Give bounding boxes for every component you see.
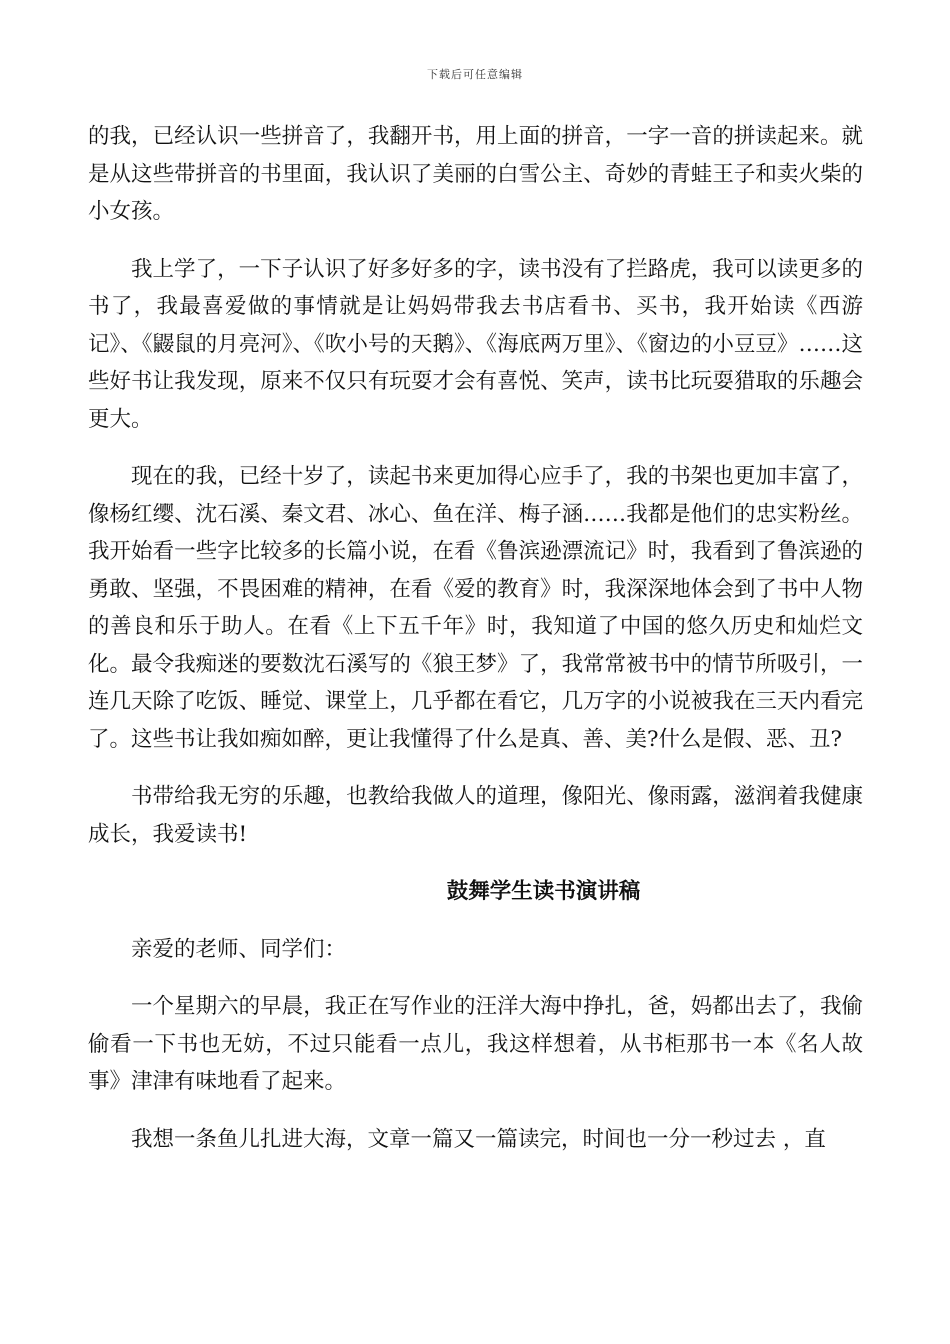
section-title: 鼓舞学生读书演讲稿 [446,879,641,904]
speech-greeting: 亲爱的老师、同学们： [131,936,347,962]
paragraph-1: 的我，已经认识一些拼音了，我翻开书，用上面的拼音，一字一音的拼读起来。就是从这些带拼音的书里面，我认识了美丽的白雪公主、奇妙的青蛙王子和卖火柴的小女孩。 [88,124,863,224]
paragraph-2: 我上学了，一下子认识了好多好多的字，读书没有了拦路虎，我可以读更多的书了，我最喜爱做的事情就是让妈妈带我去书店看书、买书，我开始读《西游记》、《鼹鼠的月亮河》、《吹小号的天鹅》、《海底两万里》、《窗边的小豆豆》……这些好书让我发现，原来不仅只有玩耍才会有喜悦、笑声，读书比玩耍猎取的乐趣会更大。 [88,256,863,432]
paragraph-4: 书带给我无穷的乐趣，也教给我做人的道理，像阳光、像雨露，滋润着我健康成长，我爱读书! [88,784,863,847]
header-note: 下载后可任意编辑 [427,68,523,81]
document-body [88,118,863,1178]
speech-paragraph-1: 一个星期六的早晨，我正在写作业的汪洋大海中挣扎，爸，妈都出去了，我偷偷看一下书也无妨，不过只能看一点儿，我这样想着，从书柜那书一本《名人故事》津津有味地看了起来。 [88,994,863,1094]
paragraph-3: 现在的我，已经十岁了，读起书来更加得心应手了，我的书架也更加丰富了，像杨红缨、沈石溪、秦文君、冰心、鱼在洋、梅子涵……我都是他们的忠实粉丝。我开始看一些字比较多的长篇小说，在看《鲁滨逊漂流记》时，我看到了鲁滨逊的勇敢、坚强，不畏困难的精神，在看《爱的教育》时，我深深地体会到了书中人物的善良和乐于助人。在看《上下五千年》时，我知道了中国的悠久历史和灿烂文化。最令我痴迷的要数沈石溪写的《狼王梦》了，我常常被书中的情节所吸引，一连几天除了吃饭、睡觉、课堂上，几乎都在看它，几万字的小说被我在三天内看完了。这些书让我如痴如醉，更让我懂得了什么是真、善、美?什么是假、恶、丑? [88,464,863,752]
speech-paragraph-2: 我想一条鱼儿扎进大海，文章一篇又一篇读完，时间也一分一秒过去 ，直 [131,1126,826,1152]
